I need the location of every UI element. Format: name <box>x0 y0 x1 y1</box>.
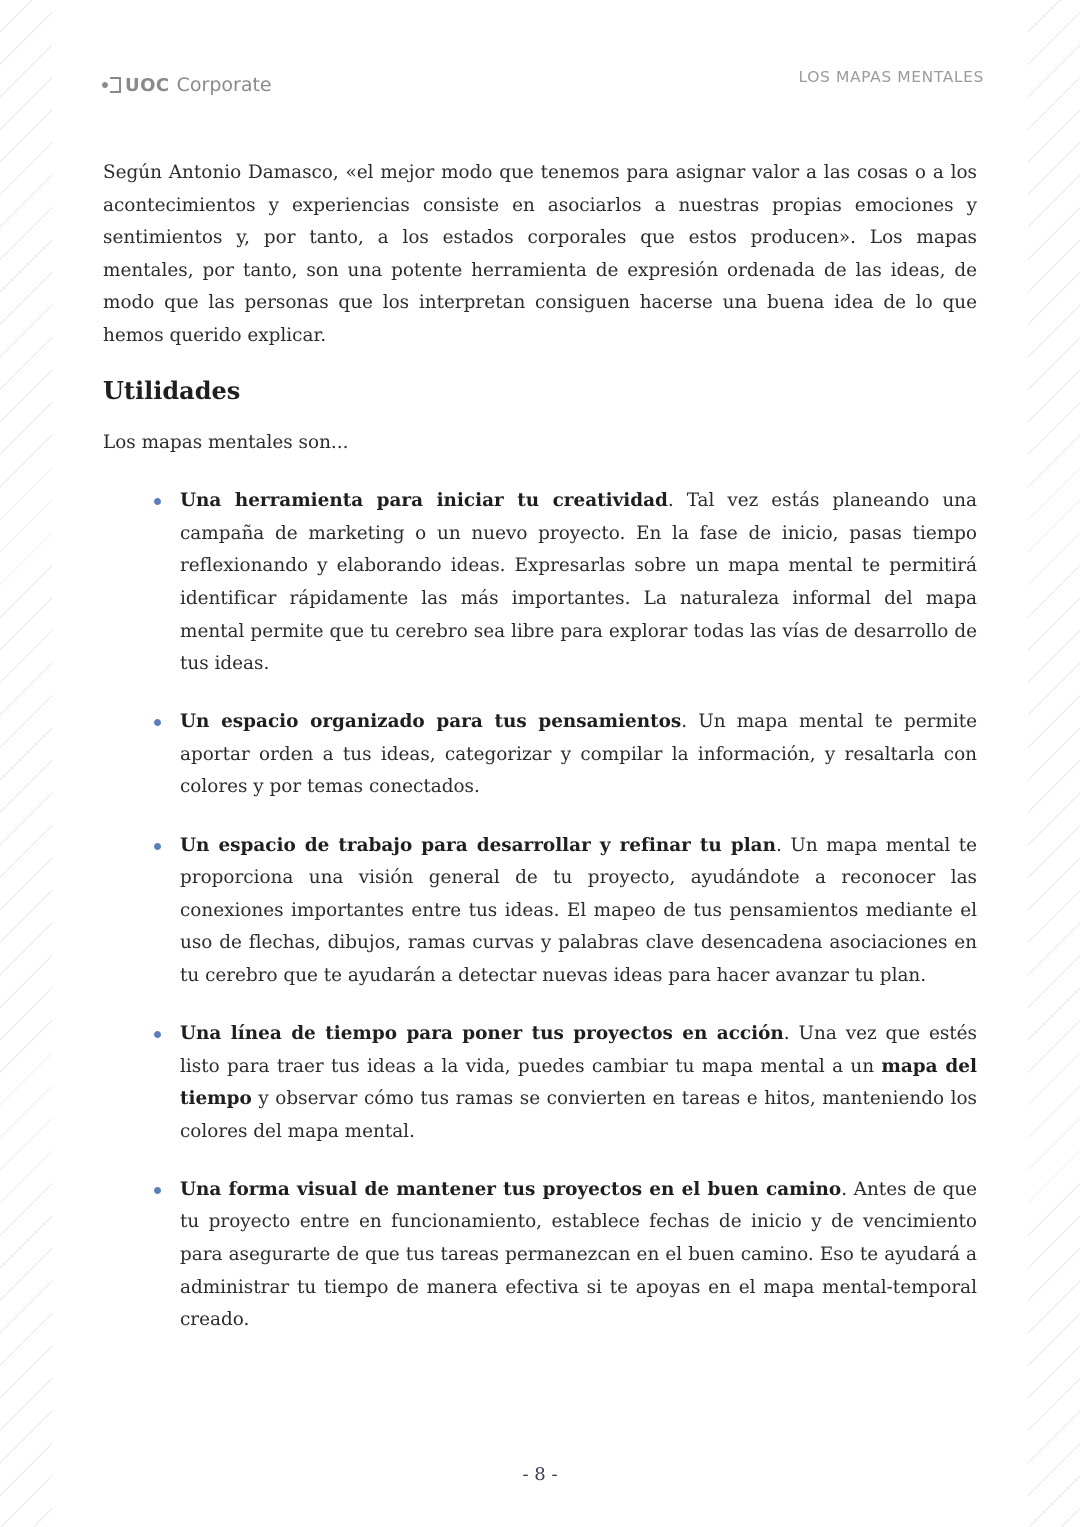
page-number: - 8 - <box>522 1464 558 1485</box>
item-text-continued: y observar cómo tus ramas se convierten en tareas e hitos, manteniendo los colores del mapa mental. <box>180 1088 977 1142</box>
item-emphasis: mapa del tiempo <box>180 1055 977 1110</box>
item-title: Un espacio organizado para tus pensamientos <box>180 711 682 733</box>
utilities-list <box>103 485 977 1337</box>
uoc-corporate-logo <box>102 74 272 96</box>
item-title: Una herramienta para iniciar tu creatividad <box>180 490 668 512</box>
section-heading: Utilidades <box>103 375 241 405</box>
item-text: . Un mapa mental te permite aportar orden a tus ideas, categorizar y compilar la información, y resaltarla con colores y por temas conectados. <box>180 711 977 798</box>
logo-dot <box>102 82 108 88</box>
list-item <box>180 706 977 804</box>
item-title: Una forma visual de mantener tus proyectos en el buen camino <box>180 1178 842 1200</box>
decorative-stripes-right <box>1028 0 1080 1527</box>
item-text: . Tal vez estás planeando una campaña de marketing o un nuevo proyecto. En la fase de inicio, pasas tiempo reflexionando y elaborando ideas. Expresarlas sobre un mapa mental te permitirá identificar rápidamente las más importantes. La naturaleza informal del mapa mental permite que tu cerebro sea libre para explorar todas las vías de desarrollo de tus ideas. <box>180 490 977 675</box>
bullet-icon <box>154 719 161 726</box>
bullet-icon <box>154 1031 161 1038</box>
page-header <box>102 66 984 106</box>
lead-text: Los mapas mentales son... <box>103 431 349 453</box>
decorative-stripes-left <box>0 0 52 1527</box>
list-item <box>180 1174 977 1337</box>
list-item <box>180 830 977 993</box>
uoc-logo-icon <box>102 77 121 93</box>
bullet-icon <box>154 843 161 850</box>
list-item <box>180 1018 977 1148</box>
item-text: . Una vez que estés listo para traer tus ideas a la vida, puedes cambiar tu mapa mental a un <box>180 1022 977 1077</box>
page-content <box>103 157 977 1362</box>
bullet-icon <box>154 498 161 505</box>
section-title: LOS MAPAS MENTALES <box>798 68 984 86</box>
list-item <box>180 485 977 681</box>
bullet-icon <box>154 1187 161 1194</box>
item-text: . Antes de que tu proyecto entre en funcionamiento, establece fechas de inicio y de vencimiento para asegurarte de que tus tareas permanezcan en el buen camino. Eso te ayudará a administrar tu tiempo de manera efectiva si te apoyas en el mapa mental-temporal creado. <box>180 1178 977 1331</box>
intro-paragraph: Según Antonio Damasco, «el mejor modo que tenemos para asignar valor a las cosas o a los acontecimientos y experiencias consiste en asociarlos a nuestras propias emociones y sentimientos y, por tanto, a los estados corporales que estos producen». Los mapas mentales, por tanto, son una potente herramienta de expresión ordenada de las ideas, de modo que las personas que los interpretan consiguen hacerse una buena idea de lo que hemos querido explicar. <box>103 162 977 346</box>
item-text: . Un mapa mental te proporciona una visión general de tu proyecto, ayudándote a reconocer las conexiones importantes entre tus ideas. El mapeo de tus pensamientos mediante el uso de flechas, dibujos, ramas curvas y palabras clave desencadena asociaciones en tu cerebro que te ayudarán a detectar nuevas ideas para hacer avanzar tu plan. <box>180 834 977 986</box>
logo-brand: UOC <box>125 74 170 96</box>
item-title: Un espacio de trabajo para desarrollar y refinar tu plan <box>180 834 776 856</box>
logo-bracket <box>110 77 121 93</box>
logo-sub: Corporate <box>176 74 272 96</box>
item-title: Una línea de tiempo para poner tus proyectos en acción <box>180 1022 784 1044</box>
